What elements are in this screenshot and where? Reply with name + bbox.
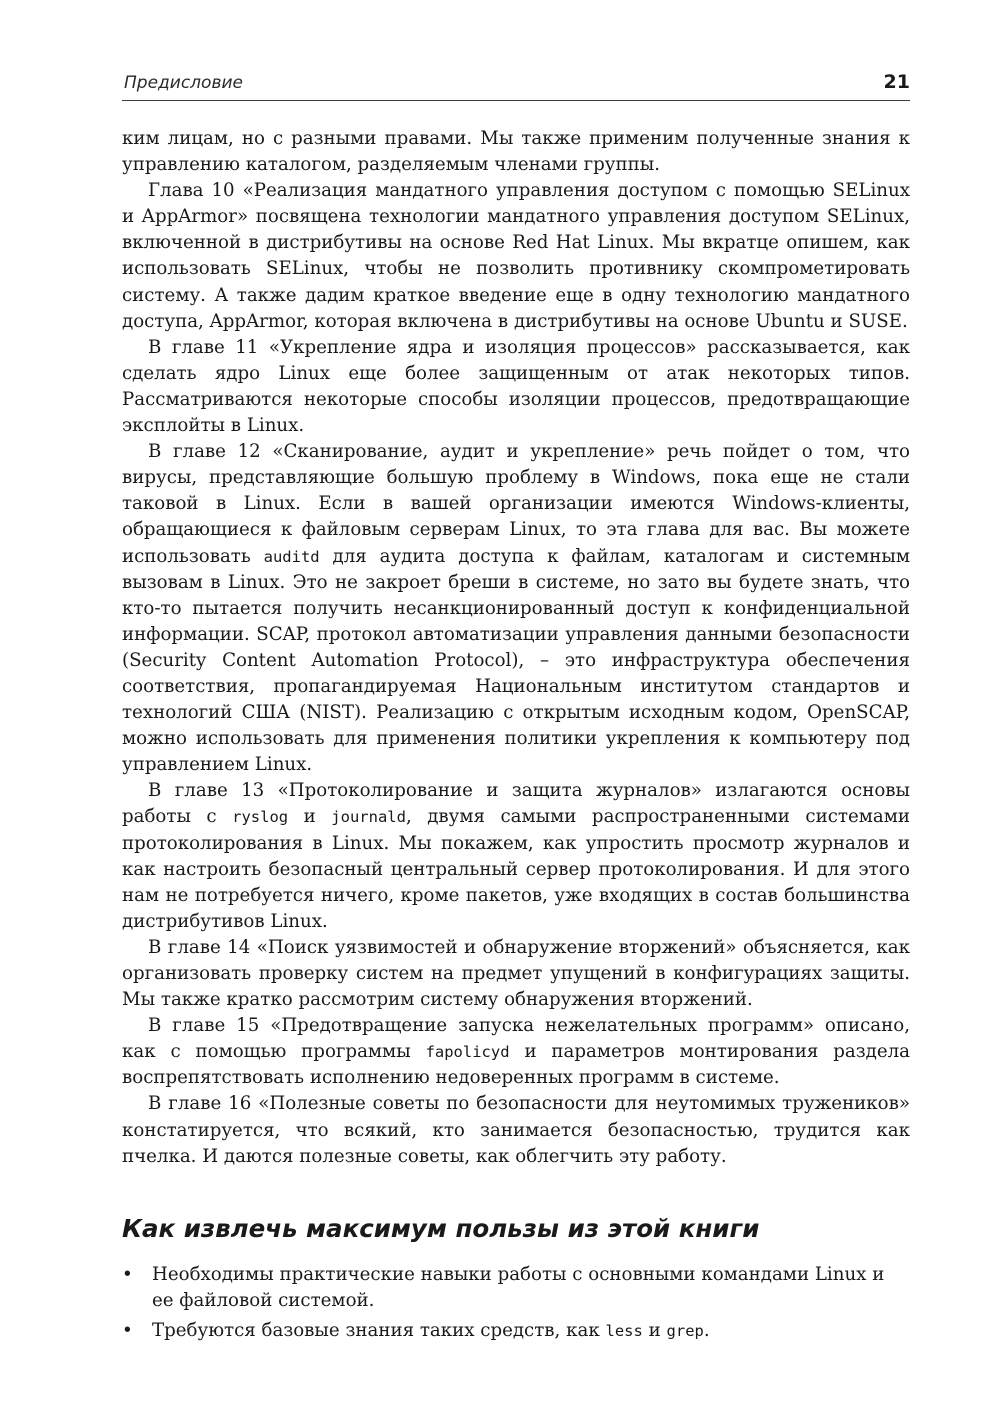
- body-text: [122, 126, 910, 1170]
- paragraph-chapter-12: [122, 439, 910, 778]
- list-item-period: .: [703, 1320, 710, 1342]
- bullet-icon: •: [122, 1264, 133, 1285]
- paragraph-chapter-15: [122, 1013, 910, 1091]
- paragraph-chapter-15-text-b: и параметров монтирования раздела воспрепятствовать исполнению недоверенных программ в системе.: [122, 1041, 910, 1089]
- paragraph-chapter-13: [122, 778, 910, 935]
- paragraph-chapter-16: В главе 16 «Полезные советы по безопасности для неутомимых тружеников» констатируется, что всякий, кто занимается безопасностью, трудится как пчелка. И даются полезные советы, как облегчить эту работу.: [122, 1093, 910, 1167]
- paragraph-chapter-13-conjunction: и: [303, 806, 316, 828]
- inline-code-less: less: [605, 1322, 643, 1341]
- paragraph-continuation: ким лицам, но с разными правами. Мы также применим полученные знания к управлению каталогом, разделяемым членами группы.: [122, 128, 910, 176]
- paragraph-chapter-11: В главе 11 «Укрепление ядра и изоляция процессов» рассказывается, как сделать ядро Linux еще более защищенным от атак некоторых типов. Рассматриваются некоторые способы изоляции процессов, предотвращающие эксплойты в Linux.: [122, 336, 910, 437]
- paragraph-chapter-15-text-a: В главе 15 «Предотвращение запуска нежелательных программ» описано, как с помощью программы: [122, 1015, 910, 1063]
- page-number: 21: [883, 71, 910, 93]
- running-header: [122, 66, 910, 101]
- requirements-list: [122, 1262, 910, 1348]
- bullet-icon: •: [122, 1320, 133, 1342]
- inline-code-grep: grep: [666, 1322, 704, 1341]
- inline-code-journald: journald: [331, 808, 406, 827]
- list-item-conjunction: и: [648, 1320, 661, 1342]
- running-header-title: Предисловие: [124, 73, 243, 93]
- paragraph-chapter-14: В главе 14 «Поиск уязвимостей и обнаружение вторжений» объясняется, как организовать проверку систем на предмет упущений в конфигурациях защиты. Мы также кратко рассмотрим систему обнаружения вторжений.: [122, 936, 910, 1011]
- list-item-text: Необходимы практические навыки работы с основными командами Linux и ее файловой системой.: [152, 1264, 885, 1312]
- section-heading: Как извлечь максимум пользы из этой книги: [122, 1214, 760, 1243]
- inline-code-ryslog: ryslog: [232, 808, 289, 827]
- list-item: [122, 1318, 910, 1344]
- inline-code-fapolicyd: fapolicyd: [425, 1043, 510, 1062]
- paragraph-chapter-12-text-b: для аудита доступа к файлам, каталогам и системным вызовам в Linux. Это не закроет бреши в системе, но зато вы будете знать, что кто-то пытается получить несанкционированный доступ к конфиденциальной информации. SCAP, протокол автоматизации управления данными безопасности (Security Content Automation Protocol), – это инфраструктура обеспечения соответствия, пропагандируемая Национальным институтом стандартов и технологий США (NIST). Реализацию с открытым исходным кодом, OpenSCAP, можно использовать для применения политики укрепления к компьютеру под управлением Linux.: [122, 545, 910, 776]
- paragraph-chapter-13-text-a: В главе 13 «Протоколирование и защита журналов» излагаются основы работы с: [122, 780, 910, 828]
- list-item: [122, 1262, 910, 1314]
- list-item-text: Требуются базовые знания таких средств, как: [152, 1320, 600, 1342]
- paragraph-chapter-12-text-a: В главе 12 «Сканирование, аудит и укрепление» речь пойдет о том, что вирусы, представляющие большую проблему в Windows, пока еще не стали таковой в Linux. Если в вашей организации имеются Windows-клиенты, обращающиеся к файловым серверам Linux, то эта глава для вас. Вы можете использовать: [122, 441, 910, 567]
- paragraph-chapter-13-text-b: , двумя самыми распространенными системами протоколирования в Linux. Мы покажем, как упростить просмотр журналов и как настроить безопасный центральный сервер протоколирования. И для этого нам не потребуется ничего, кроме пакетов, уже входящих в состав большинства дистрибутивов Linux.: [122, 806, 910, 932]
- inline-code-auditd: auditd: [263, 547, 320, 566]
- paragraph-chapter-10: Глава 10 «Реализация мандатного управления доступом с помощью SELinux и AppArmor» посвящена технологии мандатного управления доступом SELinux, включенной в дистрибутивы на основе Red Hat Linux. Мы вкратце опишем, как использовать SELinux, чтобы не позволить противнику скомпрометировать систему. А также дадим краткое введение еще в одну технологию мандатного доступа, AppArmor, которая включена в дистрибутивы на основе Ubuntu и SUSE.: [122, 180, 910, 332]
